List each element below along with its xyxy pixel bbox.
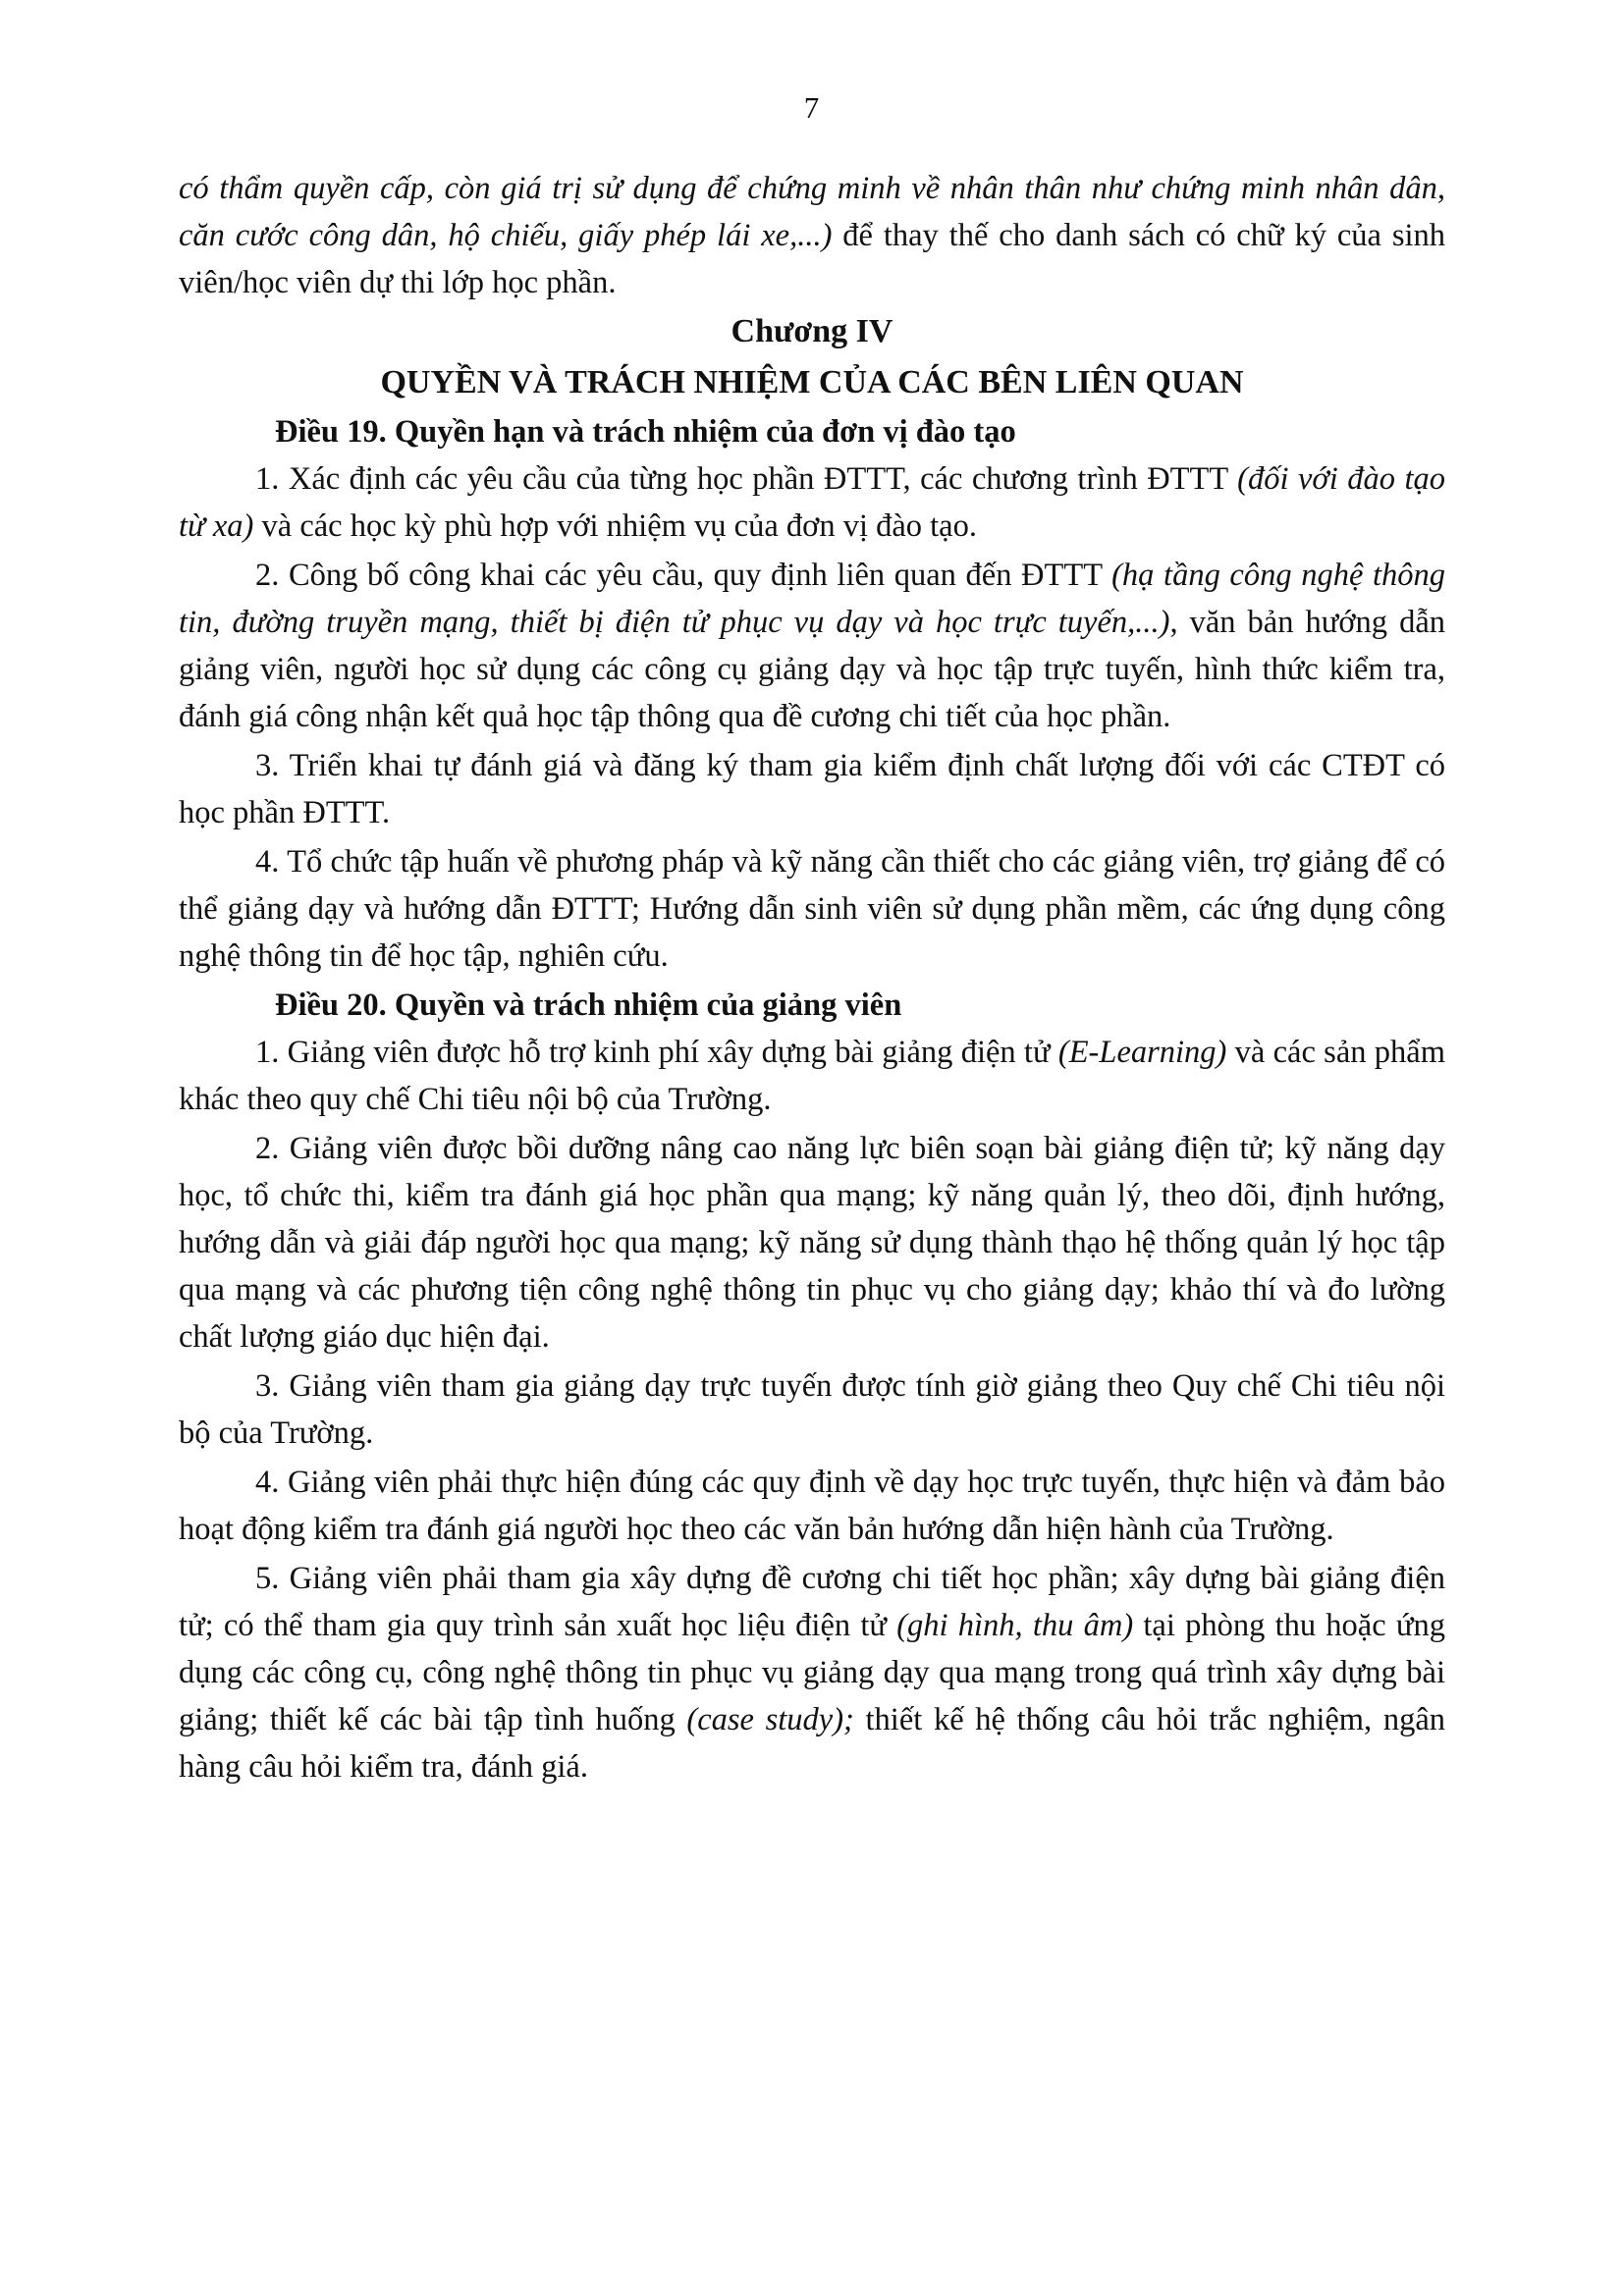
chapter-number: Chương IV	[730, 313, 893, 349]
text: 1. Xác định các yêu cầu của từng học phần ĐTTT, các chương trình ĐTTT	[255, 461, 1238, 497]
text: 5. Giảng viên phải tham gia xây dựng đề cương chi tiết học phần; xây dựng bài giảng điện tử; có thể tham gia quy trình sản xuất học liệu điện tử	[179, 1561, 1445, 1643]
text: , văn bản hướng dẫn giảng viên, người học sử dụng các công cụ giảng dạy và học tập trực tuyến, hình thức kiểm tra, đánh giá công nhận kết quả học tập thông qua đề cương chi tiết của học phần.	[179, 605, 1445, 734]
article-20-item-1	[179, 1029, 1445, 1123]
article-19-item-1	[179, 455, 1445, 550]
article-20-item-4: 4. Giảng viên phải thực hiện đúng các quy định về dạy học trực tuyến, thực hiện và đảm bảo hoạt động kiểm tra đánh giá người học theo các văn bản hướng dẫn hiện hành của Trường.	[179, 1465, 1445, 1547]
italic-text: (case study);	[686, 1702, 854, 1737]
text: và các học kỳ phù hợp với nhiệm vụ của đơn vị đào tạo.	[253, 508, 977, 544]
intro-text: để thay thế cho danh sách có chữ ký của sinh viên/học viên dự thi lớp học phần.	[179, 218, 1445, 300]
text: 1. Giảng viên được hỗ trợ kinh phí xây dựng bài giảng điện tử	[255, 1035, 1058, 1070]
text: thiết kế hệ thống câu hỏi trắc nghiệm, ngân hàng câu hỏi kiểm tra, đánh giá.	[179, 1702, 1446, 1785]
italic-text: (hạ tầng công nghệ thông tin, đường truyền mạng, thiết bị điện tử phục vụ dạy và học trực tuyến,...)	[179, 558, 1446, 640]
text: và các sản phẩm khác theo quy chế Chi tiêu nội bộ của Trường.	[179, 1035, 1445, 1117]
article-20-heading: Điều 20. Quyền và trách nhiệm của giảng viên	[275, 988, 902, 1023]
text: tại phòng thu hoặc ứng dụng các công cụ, công nghệ thông tin phục vụ giảng dạy qua mạng trong quá trình xây dựng bài giảng; thiết kế các bài tập tình huống	[179, 1608, 1445, 1737]
intro-paragraph	[179, 165, 1445, 306]
italic-text: (đối với đào tạo từ xa)	[179, 461, 1445, 544]
page-number: 7	[803, 90, 820, 125]
text: 2. Công bố công khai các yêu cầu, quy định liên quan đến ĐTTT	[255, 558, 1112, 593]
italic-text: (E-Learning)	[1057, 1035, 1227, 1070]
chapter-title: QUYỀN VÀ TRÁCH NHIỆM CỦA CÁC BÊN LIÊN QUAN	[380, 364, 1244, 400]
article-20-item-2: 2. Giảng viên được bồi dưỡng nâng cao năng lực biên soạn bài giảng điện tử; kỹ năng dạy học, tổ chức thi, kiểm tra đánh giá học phần qua mạng; kỹ năng quản lý, theo dõi, định hướng, hướng dẫn và giải đáp người học qua mạng; kỹ năng sử dụng thành thạo hệ thống quản lý học tập qua mạng và các phương tiện công nghệ thông tin phục vụ cho giảng dạy; khảo thí và đo lường chất lượng giáo dục hiện đại.	[179, 1131, 1445, 1355]
italic-text: (ghi hình, thu âm)	[896, 1608, 1134, 1643]
intro-italic: có thẩm quyền cấp, còn giá trị sử dụng để chứng minh về nhân thân như chứng minh nhân dân, căn cước công dân, hộ chiếu, giấy phép lái xe,...)	[179, 171, 1445, 253]
article-19-item-4: 4. Tổ chức tập huấn về phương pháp và kỹ năng cần thiết cho các giảng viên, trợ giảng để có thể giảng dạy và hướng dẫn ĐTTT; Hướng dẫn sinh viên sử dụng phần mềm, các ứng dụng công nghệ thông tin để học tập, nghiên cứu.	[179, 844, 1445, 974]
article-19-item-2	[179, 552, 1445, 740]
document-body	[179, 165, 1445, 1792]
article-20-item-5	[179, 1555, 1445, 1790]
article-19-heading: Điều 19. Quyền hạn và trách nhiệm của đơn vị đào tạo	[275, 414, 1016, 450]
article-19-item-3: 3. Triển khai tự đánh giá và đăng ký tham gia kiểm định chất lượng đối với các CTĐT có học phần ĐTTT.	[179, 748, 1445, 830]
article-20-item-3: 3. Giảng viên tham gia giảng dạy trực tuyến được tính giờ giảng theo Quy chế Chi tiêu nội bộ của Trường.	[179, 1368, 1445, 1451]
